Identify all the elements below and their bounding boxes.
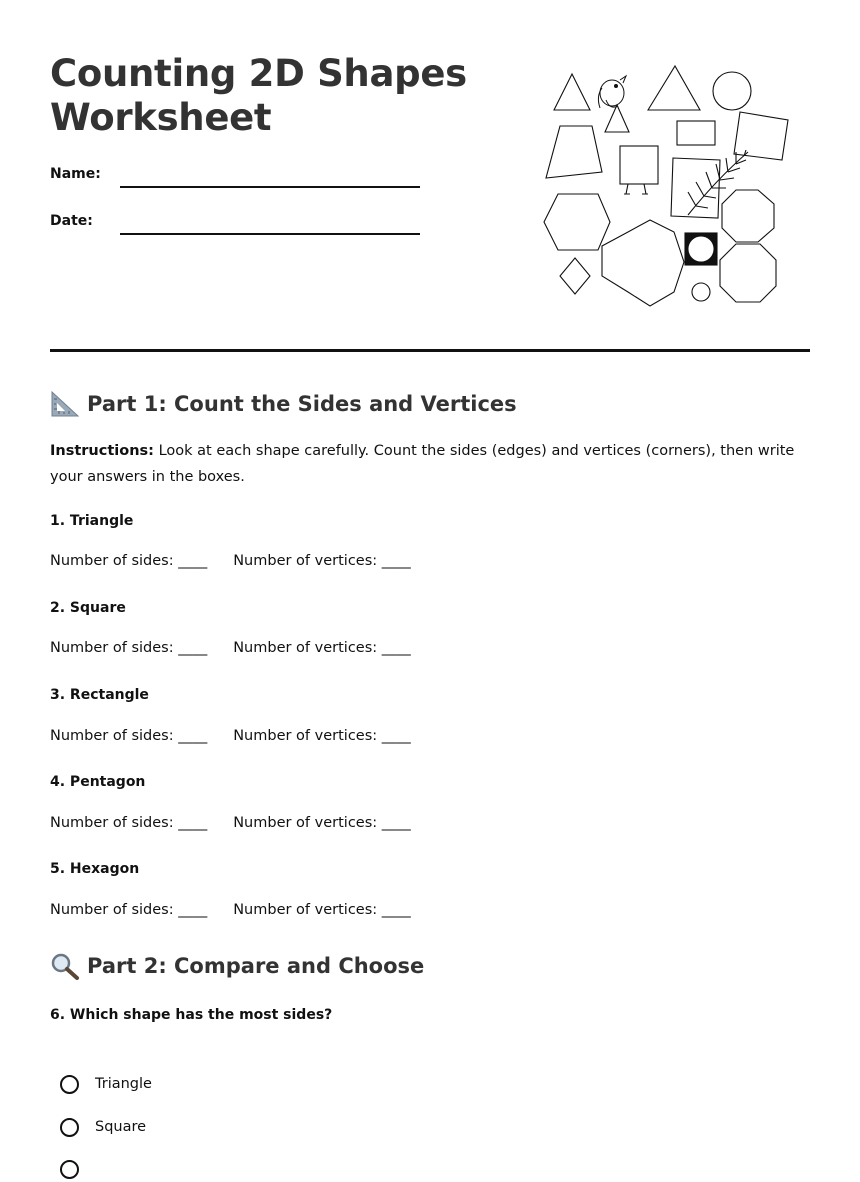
instructions-text: Look at each shape carefully. Count the sides (edges) and vertices (corners), then write your answers in the boxes. [50,443,795,485]
clipart-bird [598,76,626,108]
clipart-triangle-small [554,74,590,110]
radio-button[interactable] [60,1118,79,1137]
question-answer-line[interactable] [50,553,411,569]
vertices-prompt[interactable]: Number of vertices: ____ [233,640,411,656]
part2-title: Part 2: Compare and Choose [87,954,425,978]
date-field[interactable] [50,213,430,237]
question-answer-line[interactable] [50,902,411,918]
vertices-prompt[interactable]: Number of vertices: ____ [233,902,411,918]
instructions-label: Instructions: [50,443,154,459]
date-line[interactable] [120,233,420,235]
clipart-rectangle [677,121,715,145]
magnifying-glass-icon [50,952,80,980]
vertices-prompt[interactable]: Number of vertices: ____ [233,728,411,744]
triangle-ruler-icon [50,390,80,418]
question-title: 3. Rectangle [50,687,149,703]
date-label: Date: [50,213,93,229]
option-label: Triangle [95,1076,152,1092]
sides-prompt[interactable]: Number of sides: ____ [50,902,208,918]
part1-title: Part 1: Count the Sides and Vertices [87,392,517,416]
question-title: 5. Hexagon [50,861,140,877]
clipart-tilted-square [734,112,788,160]
clipart-trapezoid [546,126,602,178]
radio-button[interactable] [60,1160,79,1179]
option-label: Square [95,1119,147,1135]
name-line[interactable] [120,186,420,188]
sides-prompt[interactable]: Number of sides: ____ [50,553,208,569]
shapes-clipart [540,60,790,310]
page-title: Counting 2D Shapes Worksheet [50,52,467,139]
sides-prompt[interactable]: Number of sides: ____ [50,640,208,656]
radio-button[interactable] [60,1075,79,1094]
clipart-hexagon-large [602,220,684,306]
sides-prompt[interactable]: Number of sides: ____ [50,728,208,744]
question-title: 4. Pentagon [50,774,146,790]
question-answer-line[interactable] [50,640,411,656]
instructions [50,438,810,490]
vertices-prompt[interactable]: Number of vertices: ____ [233,815,411,831]
sides-prompt[interactable]: Number of sides: ____ [50,815,208,831]
clipart-square [620,146,658,184]
clipart-octagon-top [722,190,774,242]
name-label: Name: [50,166,101,182]
option-partial[interactable] [60,1156,95,1182]
name-field[interactable] [50,166,430,190]
clipart-hexagon-left [544,194,610,250]
clipart-circle-small [692,283,710,301]
question-title: 1. Triangle [50,513,134,529]
vertices-prompt[interactable]: Number of vertices: ____ [233,553,411,569]
part2-heading [50,952,424,980]
clipart-triangle-tiny [605,105,629,132]
question-answer-line[interactable] [50,815,411,831]
clipart-diamond [560,258,590,294]
clipart-octagon-bottom [720,244,776,302]
question-title: 2. Square [50,600,126,616]
option-square[interactable] [60,1114,146,1140]
clipart-square-legs [624,184,648,194]
clipart-triangle-large [648,66,700,110]
header-divider [50,349,810,352]
question-answer-line[interactable] [50,728,411,744]
part1-heading [50,390,517,418]
clipart-circle-large [713,72,751,110]
option-triangle[interactable] [60,1071,152,1097]
part2-question: 6. Which shape has the most sides? [50,1007,333,1023]
